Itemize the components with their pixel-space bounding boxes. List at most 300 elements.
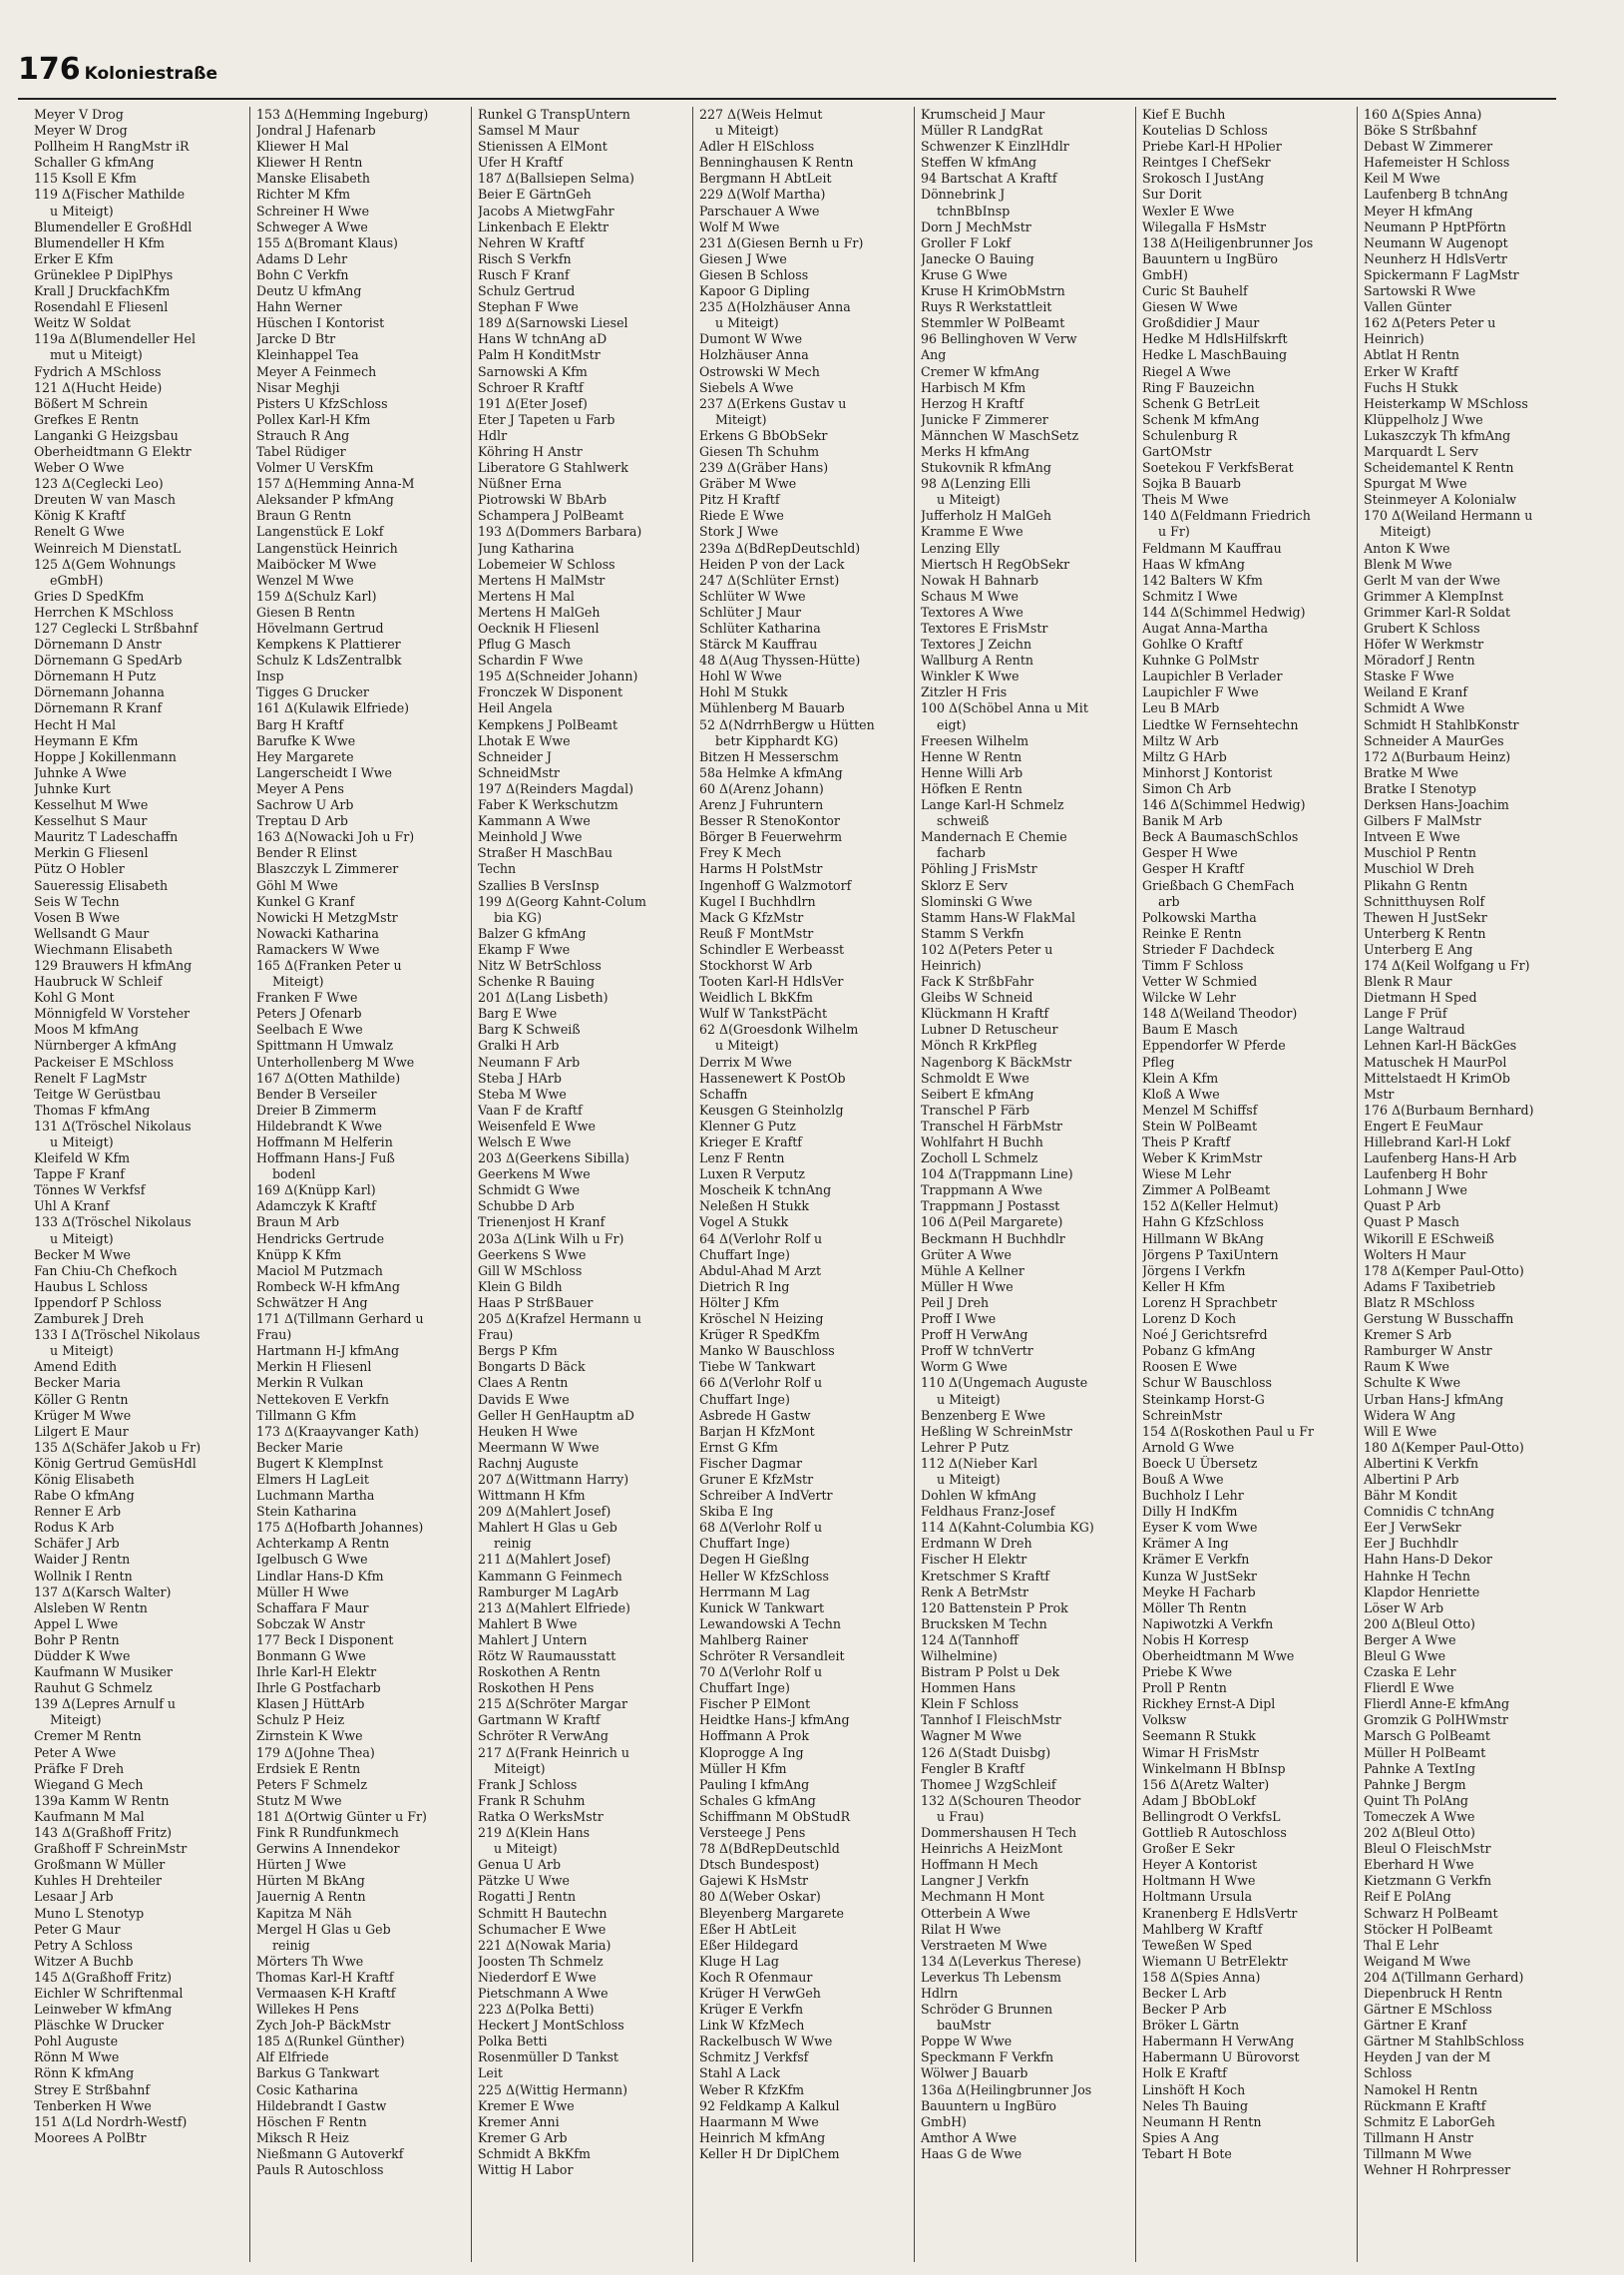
resident-entry: Proff I Wwe — [921, 1311, 997, 1327]
resident-entry: Gesper H Kraftf — [1142, 861, 1244, 877]
resident-entry: Thomee J WzgSchleif — [921, 1776, 1056, 1792]
resident-entry: Junicke F Zimmerer — [921, 411, 1048, 427]
resident-entry: Dönnebrink J — [921, 187, 1006, 203]
resident-entry: Heckert J MontSchloss — [478, 2018, 624, 2034]
resident-entry: Lesaar J Arb — [34, 1889, 114, 1905]
house-number-entry: 170 Δ(Weiland Hermann u — [1364, 508, 1533, 524]
resident-entry: Erdsiek E Rentn — [256, 1760, 361, 1776]
resident-entry: Winkler K Wwe — [921, 669, 1019, 684]
resident-entry: Kröschel N Heizing — [699, 1311, 824, 1327]
resident-entry: Alf Elfriede — [256, 2049, 329, 2065]
resident-entry: GmbH) — [921, 2113, 967, 2129]
resident-entry: Pütz O Hobler — [34, 861, 125, 877]
resident-entry: Chuffart Inge) — [699, 1680, 790, 1696]
resident-entry: Becker L Arb — [1142, 1985, 1227, 2001]
resident-entry: Henne W Rentn — [921, 748, 1022, 764]
resident-entry: Priebe K Wwe — [1142, 1664, 1233, 1680]
house-number-entry: 137 Δ(Karsch Walter) — [34, 1584, 172, 1599]
resident-entry: Ernst G Kfm — [699, 1439, 778, 1455]
resident-entry: reinig — [494, 1536, 532, 1552]
resident-entry: Weidlich L BkKfm — [699, 990, 813, 1006]
resident-entry: Wolf M Wwe — [699, 219, 780, 234]
resident-entry: Holtmann Ursula — [1142, 1889, 1253, 1905]
resident-entry: Proll P Rentn — [1142, 1680, 1227, 1696]
resident-entry: Barkus G Tankwart — [256, 2065, 380, 2081]
house-number-entry: 229 Δ(Wolf Martha) — [699, 187, 826, 203]
resident-entry: Saueressig Elisabeth — [34, 877, 169, 893]
resident-entry: Schreiner H Wwe — [256, 203, 370, 219]
resident-entry: Kesselhut S Maur — [34, 813, 148, 829]
resident-entry: Hahn Werner — [256, 299, 342, 315]
resident-entry: Bonmann G Wwe — [256, 1648, 366, 1663]
resident-entry: Adler H ElSchloss — [699, 139, 815, 155]
resident-entry: Renk A BetrMstr — [921, 1584, 1029, 1599]
resident-entry: Hölter J Kfm — [699, 1294, 780, 1310]
directory-column — [914, 107, 1135, 2262]
resident-entry: Wölwer J Bauarb — [921, 2065, 1028, 2081]
resident-entry: Böke S Strßbahnf — [1364, 123, 1477, 139]
resident-entry: Weber K KrimMstr — [1142, 1150, 1263, 1166]
resident-entry: Nitz W BetrSchloss — [478, 957, 602, 973]
resident-entry: Sartowski R Wwe — [1364, 283, 1476, 299]
resident-entry: u Miteigt) — [50, 1343, 114, 1359]
house-number-entry: 106 Δ(Peil Margarete) — [921, 1214, 1063, 1230]
resident-entry: Schmidt A Wwe — [1364, 700, 1465, 716]
resident-entry: Leverkus Th Lebensm — [921, 1969, 1061, 1985]
resident-entry: SchneidMstr — [478, 764, 560, 780]
resident-entry: Pöhling J FrisMstr — [921, 861, 1037, 877]
house-number-entry: 68 Δ(Verlohr Rolf u — [699, 1520, 823, 1536]
resident-entry: Vaan F de Kraftf — [478, 1102, 583, 1118]
resident-entry: Bistram P Polst u Dek — [921, 1664, 1060, 1680]
resident-entry: Kunza W JustSekr — [1142, 1568, 1257, 1584]
resident-entry: Baum E Masch — [1142, 1022, 1239, 1038]
resident-entry: Richter M Kfm — [256, 187, 351, 203]
resident-entry: Bratke I Stenotyp — [1364, 780, 1476, 796]
resident-entry: Miteigt) — [50, 1712, 102, 1728]
resident-entry: SchreinMstr — [1142, 1407, 1222, 1423]
resident-entry: Lehrer P Putz — [921, 1439, 1010, 1455]
resident-entry: Jarcke D Btr — [256, 331, 336, 347]
resident-entry: Pitz H Kraftf — [699, 492, 780, 508]
resident-entry: Rosendahl E Fliesenl — [34, 299, 169, 315]
resident-entry: Juhnke Kurt — [34, 780, 111, 796]
resident-entry: Thomas F kfmAng — [34, 1102, 151, 1118]
resident-entry: Hedke L MaschBauing — [1142, 347, 1288, 363]
resident-entry: Ingenhoff G Walzmotorf — [699, 877, 852, 893]
resident-entry: Stahl A Lack — [699, 2065, 780, 2081]
house-number-entry: 120 Battenstein P Prok — [921, 1599, 1068, 1615]
resident-entry: Mühlenberg M Bauarb — [699, 700, 845, 716]
resident-entry: Gruner E KfzMstr — [699, 1471, 814, 1487]
resident-entry: Quint Th PolAng — [1364, 1792, 1468, 1808]
resident-entry: Mertens H Mal — [478, 588, 575, 604]
resident-entry: Pläschke W Drucker — [34, 2018, 165, 2034]
resident-entry: Köller G Rentn — [34, 1391, 129, 1407]
resident-entry: Krüger H VerwGeh — [699, 1985, 821, 2001]
resident-entry: Pobanz G kfmAng — [1142, 1343, 1256, 1359]
resident-entry: Wellsandt G Maur — [34, 925, 150, 941]
house-number-entry: 203a Δ(Link Wilh u Fr) — [478, 1230, 624, 1246]
house-number-entry: 160 Δ(Spies Anna) — [1364, 107, 1482, 122]
resident-entry: bia KG) — [494, 909, 542, 925]
resident-entry: Mühle A Kellner — [921, 1262, 1024, 1278]
resident-entry: Thomas Karl-H Kraftf — [256, 1969, 394, 1985]
resident-entry: Neleßen H Stukk — [699, 1198, 809, 1214]
resident-entry: Link W KfzMech — [699, 2018, 805, 2034]
resident-entry: Mstr — [1364, 1086, 1395, 1102]
house-number-entry: 237 Δ(Erkens Gustav u — [699, 395, 847, 411]
resident-entry: Rilat H Wwe — [921, 1921, 1002, 1937]
resident-entry: Heller W KfzSchloss — [699, 1568, 829, 1584]
resident-entry: Srokosch I JustAng — [1142, 171, 1265, 187]
directory-columns — [28, 107, 1578, 2262]
resident-entry: Strauch R Ang — [256, 427, 350, 443]
house-number-entry: 64 Δ(Verlohr Rolf u — [699, 1230, 823, 1246]
resident-entry: Steba M Wwe — [478, 1086, 567, 1102]
resident-entry: Witzer A Buchb — [34, 1953, 134, 1969]
resident-entry: Nießmann G Autoverkf — [256, 2145, 404, 2161]
resident-entry: Piotrowski W BbArb — [478, 492, 608, 508]
resident-entry: Moos M kfmAng — [34, 1022, 139, 1038]
resident-entry: Igelbusch G Wwe — [256, 1552, 368, 1568]
resident-entry: Degen H Gießlng — [699, 1552, 810, 1568]
resident-entry: Bauuntern u IngBüro — [921, 2097, 1056, 2113]
resident-entry: Muno L Stenotyp — [34, 1905, 145, 1921]
house-number-entry: 124 Δ(Tannhoff — [921, 1631, 1018, 1647]
resident-entry: Lorenz D Koch — [1142, 1311, 1237, 1327]
resident-entry: Tomeczek A Wwe — [1364, 1808, 1475, 1824]
house-number-entry: 176 Δ(Burbaum Bernhard) — [1364, 1102, 1534, 1118]
house-number-entry: 144 Δ(Schimmel Hedwig) — [1142, 604, 1306, 620]
resident-entry: Ostrowski W Mech — [699, 363, 820, 379]
resident-entry: Schenke R Bauing — [478, 974, 596, 990]
resident-entry: Beck A BaumaschSchlos — [1142, 829, 1299, 845]
resident-entry: Kloprogge A Ing — [699, 1744, 804, 1760]
resident-entry: Müller R LandgRat — [921, 123, 1043, 139]
resident-entry: Laufenberg Hans-H Arb — [1364, 1150, 1517, 1166]
resident-entry: Waider J Rentn — [34, 1552, 131, 1568]
resident-entry: Benzenberg E Wwe — [921, 1407, 1045, 1423]
resident-entry: Cremer W kfmAng — [921, 363, 1039, 379]
resident-entry: Stärck M Kauffrau — [699, 637, 818, 653]
resident-entry: Giesen W Wwe — [1142, 299, 1238, 315]
house-number-entry: 181 Δ(Ortwig Günter u Fr) — [256, 1808, 427, 1824]
resident-entry: Packeiser E MSchloss — [34, 1054, 174, 1070]
resident-entry: Versteege J Pens — [699, 1825, 806, 1841]
resident-entry: Hommen Hans — [921, 1680, 1016, 1696]
resident-entry: Meyer A Pens — [256, 780, 344, 796]
resident-entry: Hdlr — [478, 427, 508, 443]
resident-entry: Gottlieb R Autoschloss — [1142, 1825, 1287, 1841]
house-number-entry: 143 Δ(Graßhoff Fritz) — [34, 1825, 173, 1841]
resident-entry: Hürten M BkAng — [256, 1873, 365, 1889]
house-number-entry: 179 Δ(Johne Thea) — [256, 1744, 375, 1760]
resident-entry: Miksch R Heiz — [256, 2129, 349, 2145]
resident-entry: Neumann W Augenopt — [1364, 234, 1508, 250]
house-number-entry: 223 Δ(Polka Betti) — [478, 2002, 595, 2018]
resident-entry: Peil J Dreh — [921, 1294, 990, 1310]
resident-entry: Schubbe D Arb — [478, 1198, 575, 1214]
resident-entry: Lehnen Karl-H BäckGes — [1364, 1038, 1517, 1054]
resident-entry: u Miteigt) — [715, 1038, 779, 1054]
resident-entry: Schmidt H StahlbKonstr — [1364, 716, 1519, 732]
house-number-entry: 94 Bartschat A Kraftf — [921, 171, 1057, 187]
resident-entry: Schindler E Werbeasst — [699, 941, 845, 957]
resident-entry: Balzer G kfmAng — [478, 925, 587, 941]
resident-entry: Reif E PolAng — [1364, 1889, 1451, 1905]
resident-entry: Stemmler W PolBeamt — [921, 315, 1065, 331]
resident-entry: Neumann H Rentn — [1142, 2113, 1262, 2129]
resident-entry: Neles Th Bauing — [1142, 2097, 1249, 2113]
resident-entry: Gräber M Wwe — [699, 476, 797, 492]
resident-entry: Eer J Buchhdlr — [1364, 1536, 1458, 1552]
resident-entry: Schröter R Versandleit — [699, 1648, 845, 1663]
house-number-entry: 119a Δ(Blumendeller Hel — [34, 331, 196, 347]
resident-entry: Merkin G Fliesenl — [34, 845, 149, 861]
resident-entry: Jung Katharina — [478, 540, 575, 556]
resident-entry: Gries D SpedKfm — [34, 588, 145, 604]
resident-entry: Meyer H kfmAng — [1364, 203, 1473, 219]
resident-entry: Geerkens M Wwe — [478, 1166, 591, 1182]
resident-entry: Krieger E Kraftf — [699, 1135, 802, 1149]
house-number-entry: 136a Δ(Heilingbrunner Jos — [921, 2081, 1092, 2097]
resident-entry: Tönnes W Verkfsf — [34, 1182, 146, 1198]
resident-entry: Dtsch Bundespost) — [699, 1857, 820, 1873]
resident-entry: Giesen J Wwe — [699, 250, 787, 266]
resident-entry: Flierdl E Wwe — [1364, 1680, 1454, 1696]
house-number-entry: 155 Δ(Bromant Klaus) — [256, 234, 398, 250]
house-number-entry: 104 Δ(Trappmann Line) — [921, 1166, 1073, 1182]
resident-entry: Skiba E Ing — [699, 1504, 774, 1520]
resident-entry: Hoffmann M Helferin — [256, 1135, 393, 1149]
directory-column — [1357, 107, 1578, 2262]
resident-entry: Dietrich R Ing — [699, 1278, 790, 1294]
resident-entry: Hoppe J Kokillenmann — [34, 748, 177, 764]
resident-entry: Grüter A Wwe — [921, 1246, 1013, 1262]
resident-entry: Debast W Zimmerer — [1364, 139, 1493, 155]
resident-entry: Eßer H AbtLeit — [699, 1921, 797, 1937]
resident-entry: Langenstück E Lokf — [256, 524, 384, 540]
resident-entry: Trappmann J Postasst — [921, 1198, 1060, 1214]
resident-entry: Schneider A MaurGes — [1364, 732, 1504, 748]
resident-entry: Wiechmann Elisabeth — [34, 941, 173, 957]
resident-entry: Reuß F MontMstr — [699, 925, 814, 941]
resident-entry: Wilegalla F HsMstr — [1142, 219, 1266, 234]
resident-entry: Napiwotzki A Verkfn — [1142, 1615, 1274, 1631]
resident-entry: Blumendeller H Kfm — [34, 234, 165, 250]
resident-entry: Miertsch H RegObSekr — [921, 556, 1070, 572]
resident-entry: Schur W Bauschloss — [1142, 1375, 1272, 1391]
resident-entry: Aleksander P kfmAng — [256, 492, 394, 508]
resident-entry: mut u Miteigt) — [50, 347, 143, 363]
resident-entry: Gesper H Wwe — [1142, 845, 1238, 861]
resident-entry: Eter J Tapeten u Farb — [478, 411, 615, 427]
resident-entry: Weitz W Soldat — [34, 315, 131, 331]
resident-entry: Langerscheidt I Wwe — [256, 764, 392, 780]
resident-entry: Beckmann H Buchhdlr — [921, 1230, 1065, 1246]
resident-entry: Kesselhut M Wwe — [34, 797, 149, 813]
resident-entry: Neumann F Arb — [478, 1054, 581, 1070]
resident-entry: Kugel I Buchhdlrn — [699, 893, 816, 909]
resident-entry: Uhl A Kranf — [34, 1198, 110, 1214]
resident-entry: Graßhoff F SchreinMstr — [34, 1841, 188, 1857]
resident-entry: Dörnemann H Putz — [34, 669, 157, 684]
resident-entry: Ring F Bauzeichn — [1142, 379, 1255, 395]
resident-entry: Pfleg — [1142, 1054, 1175, 1070]
house-number-entry: 48 Δ(Aug Thyssen-Hütte) — [699, 653, 861, 669]
resident-entry: Quast P Masch — [1364, 1214, 1459, 1230]
resident-entry: Keil M Wwe — [1364, 171, 1440, 187]
resident-entry: Amend Edith — [34, 1359, 118, 1375]
house-number-entry: 125 Δ(Gem Wohnungs — [34, 556, 177, 572]
resident-entry: Lukaszczyk Th kfmAng — [1364, 427, 1511, 443]
resident-entry: Laufenberg B tchnAng — [1364, 187, 1508, 203]
resident-entry: Tigges G Drucker — [256, 684, 369, 700]
resident-entry: Tebart H Bote — [1142, 2145, 1232, 2161]
resident-entry: Habermann U Bürovorst — [1142, 2049, 1300, 2065]
resident-entry: Tiebe W Tankwart — [699, 1359, 816, 1375]
resident-entry: Banik M Arb — [1142, 813, 1223, 829]
resident-entry: Manske Elisabeth — [256, 171, 370, 187]
house-number-entry: 199 Δ(Georg Kahnt-Colum — [478, 893, 646, 909]
resident-entry: u Miteigt) — [937, 1471, 1001, 1487]
resident-entry: Zamburek J Dreh — [34, 1311, 145, 1327]
resident-entry: Wimar H FrisMstr — [1142, 1744, 1259, 1760]
resident-entry: Hassenewert K PostOb — [699, 1070, 846, 1086]
resident-entry: Müller H PolBeamt — [1364, 1744, 1486, 1760]
resident-entry: Sobczak W Anstr — [256, 1615, 365, 1631]
resident-entry: Hohl W Wwe — [699, 669, 782, 684]
resident-entry: Dietmann H Sped — [1364, 990, 1477, 1006]
resident-entry: Rackelbusch W Wwe — [699, 2034, 833, 2049]
resident-entry: Mörters Th Wwe — [256, 1953, 364, 1969]
resident-entry: Fengler B Kraftf — [921, 1760, 1024, 1776]
resident-entry: Peter A Wwe — [34, 1744, 117, 1760]
house-number-entry: 231 Δ(Giesen Bernh u Fr) — [699, 234, 864, 250]
resident-entry: Vermaasen K-H Kraftf — [256, 1985, 396, 2001]
resident-entry: Erkens G BbObSekr — [699, 427, 828, 443]
resident-entry: Rodus K Arb — [34, 1520, 115, 1536]
resident-entry: Roosen E Wwe — [1142, 1359, 1238, 1375]
resident-entry: Dörnemann R Kranf — [34, 700, 163, 716]
resident-entry: u Miteigt) — [715, 123, 779, 139]
house-number-entry: 215 Δ(Schröter Margar — [478, 1696, 627, 1712]
resident-entry: arb — [1158, 893, 1180, 909]
resident-entry: Raum K Wwe — [1364, 1359, 1449, 1375]
resident-entry: Wulf W TankstPächt — [699, 1006, 828, 1022]
resident-entry: Wohlfahrt H Buchh — [921, 1135, 1043, 1149]
resident-entry: Kremer S Arb — [1364, 1327, 1452, 1343]
resident-entry: Schröder G Brunnen — [921, 2002, 1053, 2018]
resident-entry: Renner E Arb — [34, 1504, 122, 1520]
resident-entry: Hövelmann Gertrud — [256, 621, 384, 636]
house-number-entry: 195 Δ(Schneider Johann) — [478, 669, 638, 684]
house-number-entry: 52 Δ(NdrrhBergw u Hütten — [699, 716, 875, 732]
resident-entry: Steffen W kfmAng — [921, 155, 1037, 171]
resident-entry: Kapitza M Näh — [256, 1905, 352, 1921]
resident-entry: Spickermann F LagMstr — [1364, 266, 1519, 282]
house-number-entry: 70 Δ(Verlohr Rolf u — [699, 1664, 823, 1680]
resident-entry: Klenner G Putz — [699, 1118, 796, 1134]
resident-entry: eigt) — [937, 716, 967, 732]
resident-entry: Renelt F LagMstr — [34, 1070, 147, 1086]
resident-entry: betr Kipphardt KG) — [715, 732, 839, 748]
resident-entry: Erker E Kfm — [34, 250, 114, 266]
resident-entry: Brucksken M Techn — [921, 1615, 1047, 1631]
resident-entry: Heymann E Kfm — [34, 732, 139, 748]
resident-entry: Bellingrodt O VerkfsL — [1142, 1808, 1281, 1824]
resident-entry: Frau) — [256, 1327, 292, 1343]
house-number-entry: 92 Feldkamp A Kalkul — [699, 2097, 840, 2113]
resident-entry: Pollex Karl-H Kfm — [256, 411, 371, 427]
resident-entry: u Fr) — [1158, 524, 1190, 540]
resident-entry: Hdlrn — [921, 1985, 959, 2001]
resident-entry: Arnold G Wwe — [1142, 1439, 1235, 1455]
resident-entry: Schröter R VerwAng — [478, 1728, 609, 1744]
resident-entry: Pohl Auguste — [34, 2034, 119, 2049]
house-number-entry: 135 Δ(Schäfer Jakob u Fr) — [34, 1439, 202, 1455]
resident-entry: Köhring H Anstr — [478, 443, 583, 459]
resident-entry: Bratke M Wwe — [1364, 764, 1459, 780]
resident-entry: Franken F Wwe — [256, 990, 358, 1006]
resident-entry: Schweger A Wwe — [256, 219, 368, 234]
header-rule — [18, 98, 1556, 100]
resident-entry: Miltz W Arb — [1142, 732, 1219, 748]
street-name: Koloniestraße — [84, 64, 218, 84]
house-number-entry: 100 Δ(Schöbel Anna u Mit — [921, 700, 1088, 716]
resident-entry: Noé J Gerichtsrefrd — [1142, 1327, 1268, 1343]
resident-entry: Luchmann Martha — [256, 1488, 375, 1504]
resident-entry: Grefkes E Rentn — [34, 411, 140, 427]
resident-entry: Teweßen W Sped — [1142, 1937, 1253, 1953]
resident-entry: Hecht H Mal — [34, 716, 117, 732]
resident-entry: Männchen W MaschSetz — [921, 427, 1079, 443]
resident-entry: Insp — [256, 669, 284, 684]
resident-entry: Gerlt M van der Wwe — [1364, 572, 1500, 588]
house-number-entry: 159 Δ(Schulz Karl) — [256, 588, 377, 604]
resident-entry: Besser R StenoKontor — [699, 813, 840, 829]
resident-entry: Merkin H Fliesenl — [256, 1359, 372, 1375]
resident-entry: Muschiol P Rentn — [1364, 845, 1476, 861]
resident-entry: Alsleben W Rentn — [34, 1599, 148, 1615]
resident-entry: Lange F Prüf — [1364, 1006, 1447, 1022]
page-header — [18, 52, 217, 87]
resident-entry: Genua U Arb — [478, 1857, 562, 1873]
resident-entry: Czaska E Lehr — [1364, 1664, 1456, 1680]
resident-entry: Langner J Verkfn — [921, 1873, 1029, 1889]
resident-entry: Steinkamp Horst-G — [1142, 1391, 1265, 1407]
resident-entry: Nagenborg K BäckMstr — [921, 1054, 1072, 1070]
resident-entry: Jacobs A MietwgFahr — [478, 203, 614, 219]
resident-entry: Frank J Schloss — [478, 1776, 578, 1792]
resident-entry: Stork J Wwe — [699, 524, 779, 540]
house-number-entry: 139a Kamm W Rentn — [34, 1792, 170, 1808]
resident-entry: Tannhof I FleischMstr — [921, 1712, 1061, 1728]
resident-entry: Mahlert B Wwe — [478, 1615, 578, 1631]
resident-entry: Proff H VerwAng — [921, 1327, 1028, 1343]
resident-entry: Grimmer A KlempInst — [1364, 588, 1504, 604]
resident-entry: Menzel M Schiffsf — [1142, 1102, 1258, 1118]
resident-entry: Kammann G Feinmech — [478, 1568, 622, 1584]
resident-entry: Teitge W Gerüstbau — [34, 1086, 162, 1102]
house-number-entry: 133 I Δ(Tröschel Nikolaus — [34, 1327, 201, 1343]
house-number-entry: 213 Δ(Mahlert Elfriede) — [478, 1599, 630, 1615]
resident-entry: Grießbach G ChemFach — [1142, 877, 1295, 893]
resident-entry: Großer E Sekr — [1142, 1841, 1235, 1857]
resident-entry: Krämer A Ing — [1142, 1536, 1229, 1552]
resident-entry: Krüger R SpedKfm — [699, 1327, 820, 1343]
